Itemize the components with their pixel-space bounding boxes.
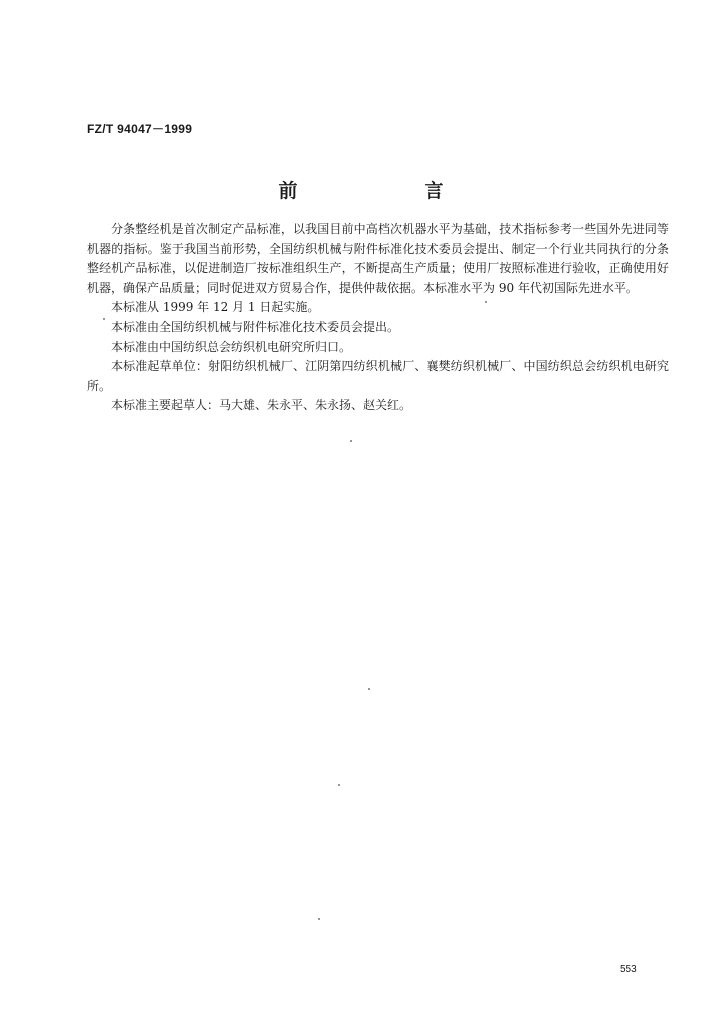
scan-speck [103, 318, 105, 320]
standard-code: FZ/T 94047－1999 [87, 122, 193, 136]
scan-speck [338, 784, 340, 786]
paragraph-drafters: 本标准主要起草人：马大雄、朱永平、朱永扬、赵关红。 [111, 398, 412, 413]
foreword-body [87, 220, 669, 416]
paragraph-effective-date: 本标准从 1999 年 12 月 1 日起实施。 [111, 300, 320, 315]
page-title: 前 言 [278, 180, 498, 202]
scan-speck [368, 688, 370, 690]
page-number: 553 [620, 964, 637, 975]
scan-speck [318, 918, 320, 920]
paragraph-drafting-units: 本标准起草单位：射阳纺织机械厂、江阴第四纺织机械厂、襄樊纺织机械厂、中国纺织总会纺织机电研究所。 [87, 359, 669, 393]
scan-speck [485, 301, 487, 303]
paragraph-intro: 分条整经机是首次制定产品标准，以我国目前中高档次机器水平为基础，技术指标参考一些国外先进同等机器的指标。鉴于我国当前形势，全国纺织机械与附件标准化技术委员会提出、制定一个行业共同执行的分条整经机产品标准，以促进制造厂按标准组织生产，不断提高生产质量；使用厂按照标准进行验收，正确使用好机器，确保产品质量；同时促进双方贸易合作，提供仲裁依据。本标准水平为 90 年代初国际先进水平。 [87, 222, 669, 295]
paragraph-administered-by: 本标准由中国纺织总会纺织机电研究所归口。 [111, 339, 352, 354]
scan-speck [350, 440, 352, 442]
paragraph-proposed-by: 本标准由全国纺织机械与附件标准化技术委员会提出。 [111, 319, 400, 334]
